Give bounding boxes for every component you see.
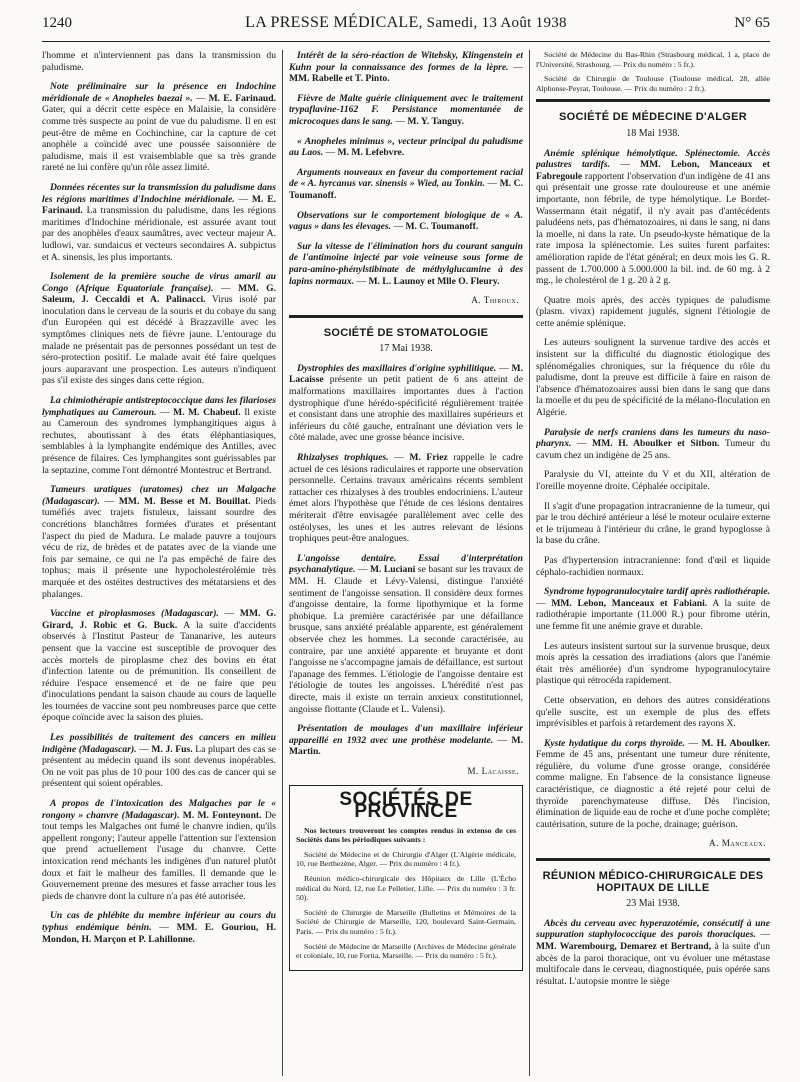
column-divider <box>529 50 530 1076</box>
article-body: Femme de 45 ans, présentant une tumeur dure rénitente, régulière, du volume d'une grosse orange, considérée comme maligne. En l'absence de la consistance ligneuse caractéristique, ce diagnostic a été rejeté pour celui de thyroïde parenchymateuse diffuse. Dès l'incision, élimination de liquide eau de roche et d'une poche complète; cautérisation, suture de la poche, drainage; guérison. <box>536 749 770 830</box>
article-paragraph: Paralysie du VI, atteinte du V et du XII, altération de l'oreille moyenne droite. Céphalée occipitale. <box>536 469 770 492</box>
journal-title: LA PRESSE MÉDICALE <box>245 14 419 31</box>
article-authors: M. M. Fonteynont. <box>182 809 262 821</box>
article-body: Gater, qui a décrit cette espèce en Malaisie, la considère comme très suspecte au point de vue du paludisme. Il en est peut-être de même en Cochinchine, car la capture de cet anophèle a coïncidé avec une poussée saisonnière de paludisme, mais il est vraisemblable que sa très grande rareté ne lui confère qu'un rôle assez limité. <box>42 104 276 174</box>
article-body: à la suite d'un abcès de la paroi thoracique, ont vu évoluer une métastase multifocale dans le cerveau, diagnostiquée, puis opérée sans résultat. L'autopsie montre le siège <box>536 941 770 987</box>
issue-date: , Samedi, 13 Août 1938 <box>418 15 567 31</box>
province-lead: Nos lecteurs trouveront les comptes rendus in extenso de ces Sociétés dans les périodiques suivants : <box>296 825 516 845</box>
article-title: Isolement de la première souche de virus amaril au Congo (Afrique Equatoriale française). <box>42 271 276 294</box>
article-body: rappelle le cadre actuel de ces lésions radiculaires et rapporte une observation personnelle. Certains travaux américains récents semblent rattacher ces rhizalyses à des troubles endocriniens. L'auteur émet alors l'hypothèse que l'étude de ces lésions dentaires mériterait d'être envisagée parallèlement avec celle des ostéolyses, les unes et les autres relevant de lésions trophiques peut-être analogues. <box>289 452 523 545</box>
article: Observations sur le comportement biologique de « A. vagus » dans les élevages. — M. C. Toumanoff. <box>289 209 523 233</box>
article-title: Vaccine et piroplasmoses (Madagascar). <box>50 608 219 620</box>
article-title: A propos de l'intoxication des Malgaches par le « rongony » chanvre (Madagascar). <box>42 798 276 821</box>
article-title: Paralysie de nerfs craniens dans les tumeurs du naso-pharynx. <box>536 426 770 450</box>
article-paragraph: Pas d'hypertension intracranienne: fond d'œil et liquide céphalo-rachidien normaux. <box>536 554 770 578</box>
article-authors: MM. G. Saleum, J. Ceccaldi et A. Palinacci. <box>42 282 276 306</box>
article-body: Virus isolé par inoculation dans le cerveau de la souris et du cobaye du sang d'un Européen qui est décédé à Brazzaville avec les symptômes cliniques nets de fièvre jaune. L'entourage du malade ne présentait pas de personnes possédant un test de séro-protection positif. Le malade avait été faire quelques jours auparavant une prospection. Les auteurs n'indiquent pas s'il existe des singes dans cette région. <box>42 294 276 387</box>
article-authors: MM. G. Girard, J. Robic et G. Buck. <box>42 608 276 631</box>
article-authors: MM. Lebon, Manceaux et Fabiani. <box>551 597 708 609</box>
journal-title-line <box>162 14 650 32</box>
article: Arguments nouveaux en faveur du comportement racial de « A. hyrcanus var. sinensis » Wied, au Tonkin. — M. C. Toumanoff. <box>289 166 523 201</box>
section-rule <box>536 858 770 861</box>
article-paragraph: Quatre mois après, des accès typiques de paludisme (plasm. vivax) rapidement jugulés, signent l'étiologie de cette anémie splénique. <box>536 294 770 329</box>
article-title: La chimiothérapie antistreptococcique dans les filarioses lymphatiques au Cameroun. <box>42 395 276 418</box>
article-body: présente un petit patient de 6 ans atteint de malformations maxillaires importantes dues à l'action dystrophique d'une hérédo-spécificité régulièrement traitée et consistant dans une atrophie des maxillaires supérieurs et inférieurs du côté gauche, entraînant une déviation vers le côté malade, avec une grosse béance incisive. <box>289 374 523 444</box>
article-body: A la suite de radiothérapie importante (11.000 R.) pour fibrome utérin, une femme fit une anémie grave et durable. <box>536 597 770 632</box>
section-title: SOCIÉTÉ DE STOMATOLOGIE <box>323 326 489 339</box>
section-date: 23 Mai 1938. <box>626 898 680 910</box>
article-body: se basant sur les travaux de MM. H. Claude et Lévy-Valensi, distingue l'anxiété sentiment de l'angoisse sensation. Il considère deux formes d'angoisse dentaire, la forme lipothymique et la forme phobique. La première caractérisée par une défaillance brusque, sans anxiété préalable apparente, est généralement observée chez les hommes. La seconde caractérisée, au contraire, par une anxiété apparente et bruyante et dont l'angoisse ne s'accompagne jamais de défaillance, est surtout l'apanage des femmes. L'étiologie de l'angoisse dentaire est l'étiologie de toutes les angoisses. L'hérédité n'est pas directe, mais il existe un terrain anxieux constitutionnel, angoisse flottante (Claude et L. Valensi). <box>289 564 523 715</box>
article-authors: M. Luciani <box>369 564 416 576</box>
article-authors: MM. Warembourg, Demarez et Bertrand, <box>536 941 712 952</box>
article-authors: M. E. Farinaud. <box>208 92 276 104</box>
article-title: Sur la vitesse de l'élimination hors du courant sanguin de l'antimoine injecté par voie veineuse sous forme de para-amino-phénylstibinate de méthylglucamine à des lapins normaux. <box>289 240 523 287</box>
column-2 <box>289 50 523 1076</box>
article-title: L'angoisse dentaire. Essai d'interprétation psychanalytique. <box>289 552 523 576</box>
article-authors: M. Friez <box>409 452 448 464</box>
article-title: Abcès du cerveau avec hyperazotémie, consécutif à une suppuration staphylococcique des parois thoraciques. <box>536 917 770 941</box>
article-title: Syndrome hypogranulocytaire tardif après radiothérapie. <box>544 586 770 598</box>
article: Fièvre de Malte guérie cliniquement avec le traitement trypaflavine-1162 F. Persistance momentanée de microcoques dans le sang. — M. Y. Tanguy. <box>289 92 523 127</box>
article-paragraph: Les auteurs soulignent la survenue tardive des accès et insistent sur la difficulté du diagnostic étiologique des splénomégalies chroniques, sur la fréquence du rôle du paludisme, dont la preuve est difficile à faire en raison de l'absence d'hématozoaires aussi bien dans le sang que dans la moelle et du peu de spécificité de la mélano-floculation en Algérie. <box>536 337 770 419</box>
article-title: Tumeurs uratiques (uratomes) chez un Malgache (Madagascar). <box>42 484 276 507</box>
signature: A. Manceaux. <box>708 838 766 849</box>
article-title: Observations sur le comportement biologique de « A. vagus » dans les élevages. <box>289 209 523 233</box>
article-authors: M. C. Toumanoff. <box>405 221 479 233</box>
article-authors: M. E. Farinaud. <box>42 193 276 217</box>
article-title: « Anopheles minimus », vecteur principal du paludisme au Laos. <box>289 135 523 159</box>
province-title: SOCIÉTÉS DE PROVINCE <box>339 789 473 823</box>
article-title: Les possibilités de traitement des cancers en milieu indigène (Madagascar). <box>42 732 276 755</box>
article-body: rapportent l'observation d'un indigène de 41 ans qui présentait une grosse rate douloureuse et une anémie importante, non fébrile, de type hémolytique. Le Bordet-Wassermann était négatif, il n'y avait pas d'antécédents paludéens nets, pas d'hématozoaires, ni dans le sang, ni dans la moelle, ni dans la rate. Un pseudo-kyste hématique de la rate imposa la splénectomie. Les suites furent parfaites: amélioration rapide de l'état général; en deux mois les G. R. passent de 1.700.000 à 5.000.000 la bil. ind. de 60 mg. à 2 mg., le cholestérol de 1 g. 20 à 2 g. <box>536 170 770 287</box>
page-number: 1240 <box>42 15 72 31</box>
header-rule <box>42 41 770 42</box>
article: Abcès du cerveau avec hyperazotémie, consécutif à une suppuration staphylococcique des parois thoraciques. — MM. Warembourg, Demarez et Bertrand, à la suite d'un abcès de la paroi thoracique, ont vu évoluer une métastase multifocale dans le cerveau, diagnostiquée, puis opérée sans résultat. L'autopsie montre le siège <box>536 917 770 987</box>
province-list-continued <box>536 50 770 93</box>
article: Kyste hydatique du corps thyroïde. — M. H. Aboulker. Femme de 45 ans, présentant une tumeur dure rénitente, régulière, du volume d'une grosse orange, considérée comme maligne. En l'absence de la consistance ligneuse caractéristique, ce diagnostic a été rejeté pour celui de thyroïde parenchymateuse diffuse. Dès l'incision, élimination de liquide eau de roche et d'une poche complète; cautérisation, suture de la poche, drainage; guérison. <box>536 737 770 830</box>
article-body: Pieds tuméfiés avec trajets fistuleux, laissant sourdre des concrétions blanchâtres formées d'urates et présentant l'aspect du pied de Madura. Le malade pauvre a toujours vécu de riz, de brèdes et de patates avec de la viande une fois par semaine, ce qui ne l'a pas empêché de faire des tophus; mais il présente une hypocholestérolémie très marquée et des ostéites destructives des métatarsiens et des phalanges. <box>42 495 276 600</box>
article-body: De tout temps les Malgaches ont fumé le chanvre indien, qu'ils appellent rongony; l'auteur appelle l'attention sur l'extension que prend actuellement l'usage du chanvre. Cette intoxication rend méchants les indigènes d'un naturel plutôt doux et fait le malheur des familles. Il demande que le Gouvernement prenne des mesures et fasse arracher tous les pieds de chanvre dont la culture n'a pas été autorisée. <box>42 809 276 902</box>
province-list <box>296 826 516 961</box>
article-authors: M. Y. Tanguy. <box>407 115 464 127</box>
article-title: Dystrophies des maxillaires d'origine syphilitique. <box>297 362 497 374</box>
article-title: Un cas de phlébite du membre inférieur au cours du typhus endémique bénin. <box>42 910 276 933</box>
section-title: RÉUNION MÉDICO-CHIRURGICALE DES HOPITAUX DE LILLE <box>542 870 764 894</box>
article: Note préliminaire sur la présence en Indochine méridionale de « Anopheles baezai ». — M. E. Farinaud. Gater, qui a décrit cette espèce en Malaisie, la considère comme très suspecte au point de vue du paludisme. Il en est peut-être de même en Cochinchine, car la capture de cet anophèle a coïncidé avec une poussée saisonnière de paludisme, mais il est vraisemblable que sa très grande rareté ne lui confère qu'un rôle assez limité. <box>42 81 276 174</box>
article-authors: M. M. Lefebvre. <box>337 147 405 159</box>
article: L'angoisse dentaire. Essai d'interprétation psychanalytique. — M. Luciani se basant sur les travaux de MM. H. Claude et Lévy-Valensi, distingue l'anxiété sentiment de l'angoisse sensation. Il considère deux formes d'angoisse dentaire, la forme lipothymique et la forme phobique. La première caractérisée par une défaillance brusque, sans anxiété préalable apparente, est généralement observée chez les hommes. La seconde caractérisée, au contraire, par une anxiété apparente et bruyante et dont l'angoisse ne s'accompagne jamais de défaillance, est surtout l'apanage des femmes. L'étiologie de l'angoisse dentaire est l'étiologie de toutes les angoisses. L'hérédité n'est pas directe, mais il existe un terrain anxieux constitutionnel, angoisse flottante (Claude et L. Valensi). <box>289 552 523 715</box>
article: Syndrome hypogranulocytaire tardif après radiothérapie. — MM. Lebon, Manceaux et Fabiani. A la suite de radiothérapie importante (11.000 R.) pour fibrome utérin, une femme fit une anémie grave et durable. <box>536 586 770 632</box>
article-paragraph: Il s'agit d'une propagation intracranienne de la tumeur, qui par le trou déchiré antérieur a lésé le moteur oculaire externe et le trijumeau à l'intérieur du crâne, le grand hypoglosse à la base du crâne. <box>536 500 770 547</box>
signature: M. Lacaisse. <box>467 765 519 776</box>
article: « Anopheles minimus », vecteur principal du paludisme au Laos. — M. M. Lefebvre. <box>289 135 523 159</box>
article-title: Note préliminaire sur la présence en Indochine méridionale de « Anopheles baezai ». <box>42 81 276 104</box>
article-title: Arguments nouveaux en faveur du comportement racial de « A. hyrcanus var. sinensis » Wied, au Tonkin. <box>289 166 523 190</box>
article: Sur la vitesse de l'élimination hors du courant sanguin de l'antimoine injecté par voie veineuse sous forme de para-amino-phénylstibinate de méthylglucamine à des lapins normaux. — M. L. Launoy et Mlle O. Fleury. <box>289 240 523 287</box>
article: Présentation de moulages d'un maxillaire inférieur appareillé en 1932 avec une prothèse modelante. — M. Martin. <box>289 723 523 758</box>
section-rule <box>536 99 770 102</box>
article-paragraph: Les auteurs insistent surtout sur la survenue brusque, deux mois après la cessation des irradiations (alors que l'anémie était très améliorée) d'un syndrome hypogranulocytaire plastique qui rétrocéda rapidement. <box>536 640 770 687</box>
article-body: La transmission du paludisme, dans les régions maritimes d'Indochine méridionale, est assurée avant tout par des anophèles d'eaux saumâtres, avec vecteur majeur A. ludlowi, var. sundaicus et vecteurs secondaires A. subpictus et A. sinensis, les plus importants. <box>42 205 276 263</box>
article-authors: MM. Lebon, Manceaux et Fabregoule <box>536 159 770 182</box>
article-body: Il existe au Cameroun des syndromes lymphangitiques aigus à rechutes, aboutissant à des états éléphantiasiques, semblables à la lymphangite endémique des Antilles, avec présence de filaires. Ces lymphangites sont guérissables par la septazine, comme l'ont démontré Montestruc et Bertrand. <box>42 406 276 476</box>
article-title: Données récentes sur la transmission du paludisme dans les régions maritimes d'Indochine méridionale. <box>42 181 276 205</box>
province-entry: Réunion médico-chirurgicale des Hôpitaux de Lille (L'Écho médical du Nord, 12, rue Le Pelletier, Lille. — Prix du numéro : 3 fr. 50). <box>296 874 516 903</box>
column-1 <box>42 50 276 1076</box>
article: Paralysie de nerfs craniens dans les tumeurs du naso-pharynx. — MM. H. Aboulker et Sitbon. Tumeur du cavum chez un indigène de 25 ans. <box>536 426 770 461</box>
article-title: Fièvre de Malte guérie cliniquement avec le traitement trypaflavine-1162 F. Persistance momentanée de microcoques dans le sang. <box>289 92 523 127</box>
article-authors: M. Martin. <box>289 734 523 758</box>
article-authors: MM. H. Aboulker et Sitbon. <box>592 438 720 450</box>
article-body: Tumeur du cavum chez un indigène de 25 ans. <box>536 438 770 461</box>
article <box>42 798 276 902</box>
column-3 <box>536 50 770 1076</box>
province-entry: Société de Chirurgie de Toulouse (Toulouse médical, 28, allée Alphonse-Peyrat, Toulouse. — Prix du numéro : 2 fr.). <box>536 74 770 93</box>
article: Tumeurs uratiques (uratomes) chez un Malgache (Madagascar). — MM. M. Besse et M. Bouillat. Pieds tuméfiés avec trajets fistuleux, laissant sourdre des concrétions blanchâtres formées d'urates et présentant l'aspect du pied de Madura. Le malade pauvre a toujours vécu de riz, de brèdes et de patates avec de la viande une fois par semaine, ce qui ne l'a pas empêché de faire des tophus; mais il présente une hypocholestérolémie très marquée et des ostéites destructives des métatarsiens et des phalanges. <box>42 484 276 600</box>
article-authors: MM. Rabelle et T. Pinto. <box>289 73 390 85</box>
article: Rhizalyses trophiques. — M. Friez rappelle le cadre actuel de ces lésions radiculaires et rapporte une observation personnelle. Certains travaux américains récents semblent rattacher ces rhizalyses à des troubles endocriniens. L'auteur émet alors l'hypothèse que l'étude de ces lésions dentaires mériterait d'être envisagée parallèlement avec celle des ostéolyses, les unes et les autres relevant de lésions trophiques peut-être analogues. <box>289 452 523 545</box>
article-title: Présentation de moulages d'un maxillaire inférieur appareillé en 1932 avec une prothèse modelante. <box>289 723 523 746</box>
article-body: La plupart des cas se présentent au médecin quand ils sont devenus inopérables. On ne voit pas plus de 10 pour 100 des cas de cancer qui se présentent qui soient opérables. <box>42 743 276 790</box>
section-rule <box>289 315 523 318</box>
article: Intérêt de la séro-réaction de Witebsky, Klingenstein et Kuhn pour la connaissance des formes de la lèpre. — MM. Rabelle et T. Pinto. <box>289 50 523 85</box>
province-box <box>289 785 523 970</box>
article-authors: M. H. Aboulker. <box>701 737 770 749</box>
article-authors: M. C. Toumanoff. <box>289 178 523 201</box>
article: Vaccine et piroplasmoses (Madagascar). — MM. G. Girard, J. Robic et G. Buck. A la suite d'accidents observés à l'Institut Pasteur de Tananarive, les auteurs pensent que la vaccine est susceptible de provoquer des accès mortels de piroplasme chez des bovins en état d'infection latente ou de prémunition. Ils conseillent de réduire l'espace ensemencé et de ne faire que peu d'inoculations pendant la saison chaude au cours de laquelle les tournées de vaccine sont peu nombreuses parce que cette époque coïncide avec la saison des pluies. <box>42 608 276 724</box>
column-divider <box>282 50 283 1076</box>
article-title: Kyste hydatique du corps thyroïde. <box>544 737 685 749</box>
article-body: A la suite d'accidents observés à l'Institut Pasteur de Tananarive, les auteurs pensent que la vaccine est susceptible de provoquer des accès mortels de piroplasme chez des bovins en état d'infection latente ou de prémunition. Ils conseillent de réduire l'espace ensemencé et de ne faire que peu d'inoculations pendant la saison chaude au cours de laquelle les tournées de vaccine sont peu nombreuses parce que cette époque coïncide avec la saison des pluies. <box>42 619 276 724</box>
article-authors: M. M. Chabeuf. <box>173 406 241 418</box>
continued-text: l'homme et n'interviennent pas dans la transmission du paludisme. <box>42 50 276 73</box>
article-title: Rhizalyses trophiques. <box>297 452 389 464</box>
article-authors: MM. M. Besse et M. Bouillat. <box>118 495 251 507</box>
province-entry: Société de Médecine et de Chirurgie d'Alger (L'Algérie médicale, 10, rue Berthezène, Alger. — Prix du numéro : 4 fr.). <box>296 849 516 869</box>
article-authors: M. Lacaisse <box>289 362 523 386</box>
province-entry: Société de Chirurgie de Marseille (Bulletins et Mémoires de la Société de Chirurgie de Marseille, 120, boulevard Saint-Germain, Paris. — Prix du numéro : 5 fr.). <box>296 907 516 936</box>
article: Données récentes sur la transmission du paludisme dans les régions maritimes d'Indochine méridionale. — M. E. Farinaud. La transmission du paludisme, dans les régions maritimes d'Indochine méridionale, est assurée avant tout par des anophèles d'eaux saumâtres, avec vecteur majeur A. ludlowi, var. sundaicus et vecteurs secondaires A. subpictus et A. sinensis, les plus importants. <box>42 181 276 263</box>
article-title: Anémie splénique hémolytique. Splénectomie. Accès palustres tardifs. <box>536 147 770 171</box>
article-authors: M. L. Launoy et Mlle O. Fleury. <box>368 275 500 287</box>
article-authors: MM. E. Gouriou, H. Mondon, H. Marçon et P. Lahillonne. <box>42 921 276 945</box>
section-title: SOCIÉTÉ DE MÉDECINE D'ALGER <box>559 111 747 124</box>
article: Dystrophies des maxillaires d'origine syphilitique. — M. Lacaisse présente un petit patient de 6 ans atteint de malformations maxillaires importantes dues à l'action dystrophique d'une hérédo-spécificité régulièrement traitée et consistant dans une atrophie des maxillaires supérieurs et inférieurs du côté gauche, entraînant une déviation vers le côté malade, avec une grosse béance incisive. <box>289 362 523 444</box>
issue-number: N° 65 <box>734 15 770 31</box>
article-paragraph: Cette observation, en dehors des autres considérations qu'elle suscite, est un exemple de plus des effets imprévisibles et parfois à retardement des rayons X. <box>536 694 770 730</box>
article-authors: M. J. Fus. <box>151 743 193 755</box>
article: Isolement de la première souche de virus amaril au Congo (Afrique Equatoriale française). — MM. G. Saleum, J. Ceccaldi et A. Palinacci. Virus isolé par inoculation dans le cerveau de la souris et du cobaye du sang d'un Européen qui est décédé à Brazzaville avec les symptômes cliniques nets de fièvre jaune. L'entourage du malade ne présentait pas de personnes possédant un test de séro-protection positif. Le malade avait été faire quelques jours auparavant une prospection. Les auteurs n'indiquent pas s'il existe des singes dans cette région. <box>42 271 276 387</box>
province-entry: Société de Médecine de Marseille (Archives de Médecine générale et coloniale, 10, rue Fortia, Marseille. — Prix du numéro : 5 fr.). <box>296 941 516 961</box>
section-date: 18 Mai 1938. <box>626 127 680 139</box>
province-entry: Société de Médecine du Bas-Rhin (Strasbourg médical, 1 a, place de l'Université, Strasbourg. — Prix du numéro : 5 fr.). <box>536 50 770 69</box>
article: Les possibilités de traitement des cancers en milieu indigène (Madagascar). — M. J. Fus. La plupart des cas se présentent au médecin quand ils sont devenus inopérables. On ne voit pas plus de 10 pour 100 des cas de cancer qui se présentent qui soient opérables. <box>42 732 276 790</box>
article-title: Intérêt de la séro-réaction de Witebsky, Klingenstein et Kuhn pour la connaissance des formes de la lèpre. <box>289 50 523 73</box>
article: La chimiothérapie antistreptococcique dans les filarioses lymphatiques au Cameroun. — M. M. Chabeuf. Il existe au Cameroun des syndromes lymphangitiques aigus à rechutes, aboutissant à des états éléphantiasiques, semblables à la lymphangite endémique des Antilles, avec présence de filaires. Ces lymphangites sont guérissables par la septazine, comme l'ont démontré Montestruc et Bertrand. <box>42 395 276 476</box>
article: Anémie splénique hémolytique. Splénectomie. Accès palustres tardifs. — MM. Lebon, Manceaux et Fabregoule rapportent l'observation d'un indigène de 41 ans qui présentait une grosse rate douloureuse et une anémie importante, non fébrile, de type hémolytique. Le Bordet-Wassermann était négatif, il n'y avait pas d'antécédents paludéens nets, pas d'hématozoaires, ni dans le sang, ni dans la moelle, ni dans la rate. Un pseudo-kyste hématique de la rate imposa la splénectomie. Les suites furent parfaites: amélioration rapide de l'état général; en deux mois les G. R. passent de 1.700.000 à 5.000.000 la bil. ind. de 60 mg. à 2 mg., le cholestérol de 1 g. 20 à 2 g. <box>536 147 770 287</box>
signature: A. Thiroux. <box>471 295 519 306</box>
section-date: 17 Mai 1938. <box>379 343 433 355</box>
newspaper-page <box>42 14 770 1076</box>
article: Un cas de phlébite du membre inférieur au cours du typhus endémique bénin. — MM. E. Gouriou, H. Mondon, H. Marçon et P. Lahillonne. <box>42 910 276 945</box>
page-header <box>42 14 770 40</box>
